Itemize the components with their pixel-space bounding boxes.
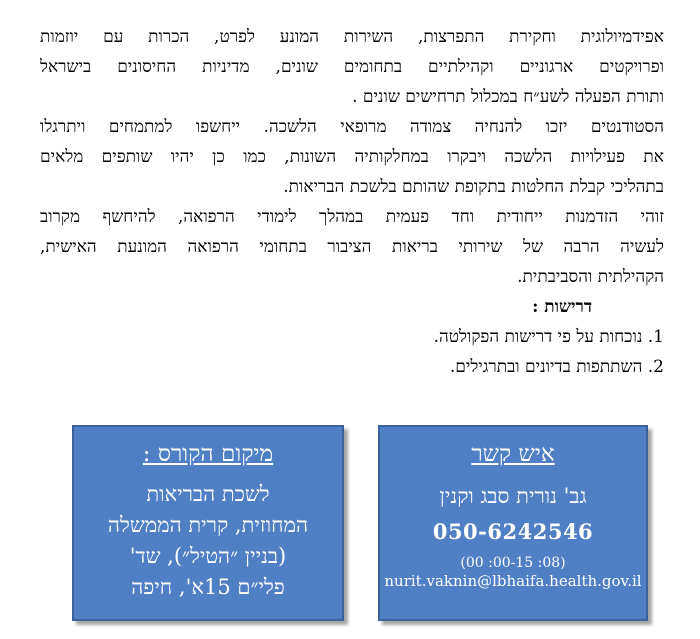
contact-box	[378, 425, 648, 621]
contact-hours: (08: 00-15: 00)	[460, 555, 566, 571]
address-line: פלי״ם 15א', חיפה	[131, 575, 285, 599]
paragraph-line: זוהי הזדמנות ייחודית וחד פעמית במהלך לימודי הרפואה, להיחשף מקרוב	[40, 207, 664, 227]
paragraph-line: הסטודנטים יזכו להנחיה צמודה מרופאי הלשכה. ייחשפו למתמחים ויתרגלו	[40, 117, 664, 137]
paragraph-intro	[40, 22, 664, 112]
address-line: לשכת הבריאות	[146, 482, 270, 506]
contact-phone: 050-6242546	[432, 519, 594, 544]
location-address	[74, 479, 342, 603]
requirements-list	[40, 322, 664, 382]
contact-name: גב' נורית סבג וקנין	[439, 484, 587, 508]
location-title: מיקום הקורס :	[142, 441, 274, 467]
location-box	[72, 425, 344, 621]
requirement-item: 1. נוכחות על פי דרישות הפקולטה.	[433, 327, 664, 347]
paragraph-opportunity	[40, 202, 664, 292]
address-line: המחוזית, קרית הממשלה	[107, 513, 309, 537]
paragraph-line: אפידמיולוגית וחקירת התפרצות, השירות המונע לפרט, הכרות עם יוזמות	[40, 27, 664, 47]
requirements-heading: דרישות :	[532, 297, 592, 317]
paragraph-line: ותורת הפעלה לשע״ח במכלול תרחישים שונים .	[352, 87, 664, 107]
document-body	[40, 22, 664, 382]
requirement-item: 2. השתתפות בדיונים ובתרגילים.	[449, 357, 664, 377]
paragraph-line: ופרויקטים ארגוניים וקהילתיים בתחומים שונים, מדיניות החיסונים בישראל	[40, 57, 664, 77]
paragraph-line: בתהליכי קבלת החלטות בתקופת שהותם בלשכת הבריאות.	[283, 177, 664, 197]
address-line: (בניין ״הטיל״), שד'	[129, 544, 287, 568]
paragraph-line: לעשיה הרבה של שירותי בריאות הציבור בתחומי הרפואה המונעת האישית,	[40, 237, 664, 257]
paragraph-supervision	[40, 112, 664, 202]
contact-title: איש קשר	[471, 441, 555, 467]
contact-email[interactable]: nurit.vaknin@lbhaifa.health.gov.il	[384, 572, 642, 590]
paragraph-line: את פעילויות הלשכה ויבקרו במחלקותיה השונות, כמו כן יהיו שותפים מלאים	[40, 147, 664, 167]
paragraph-line: הקהילתית והסביבתית.	[517, 267, 664, 287]
